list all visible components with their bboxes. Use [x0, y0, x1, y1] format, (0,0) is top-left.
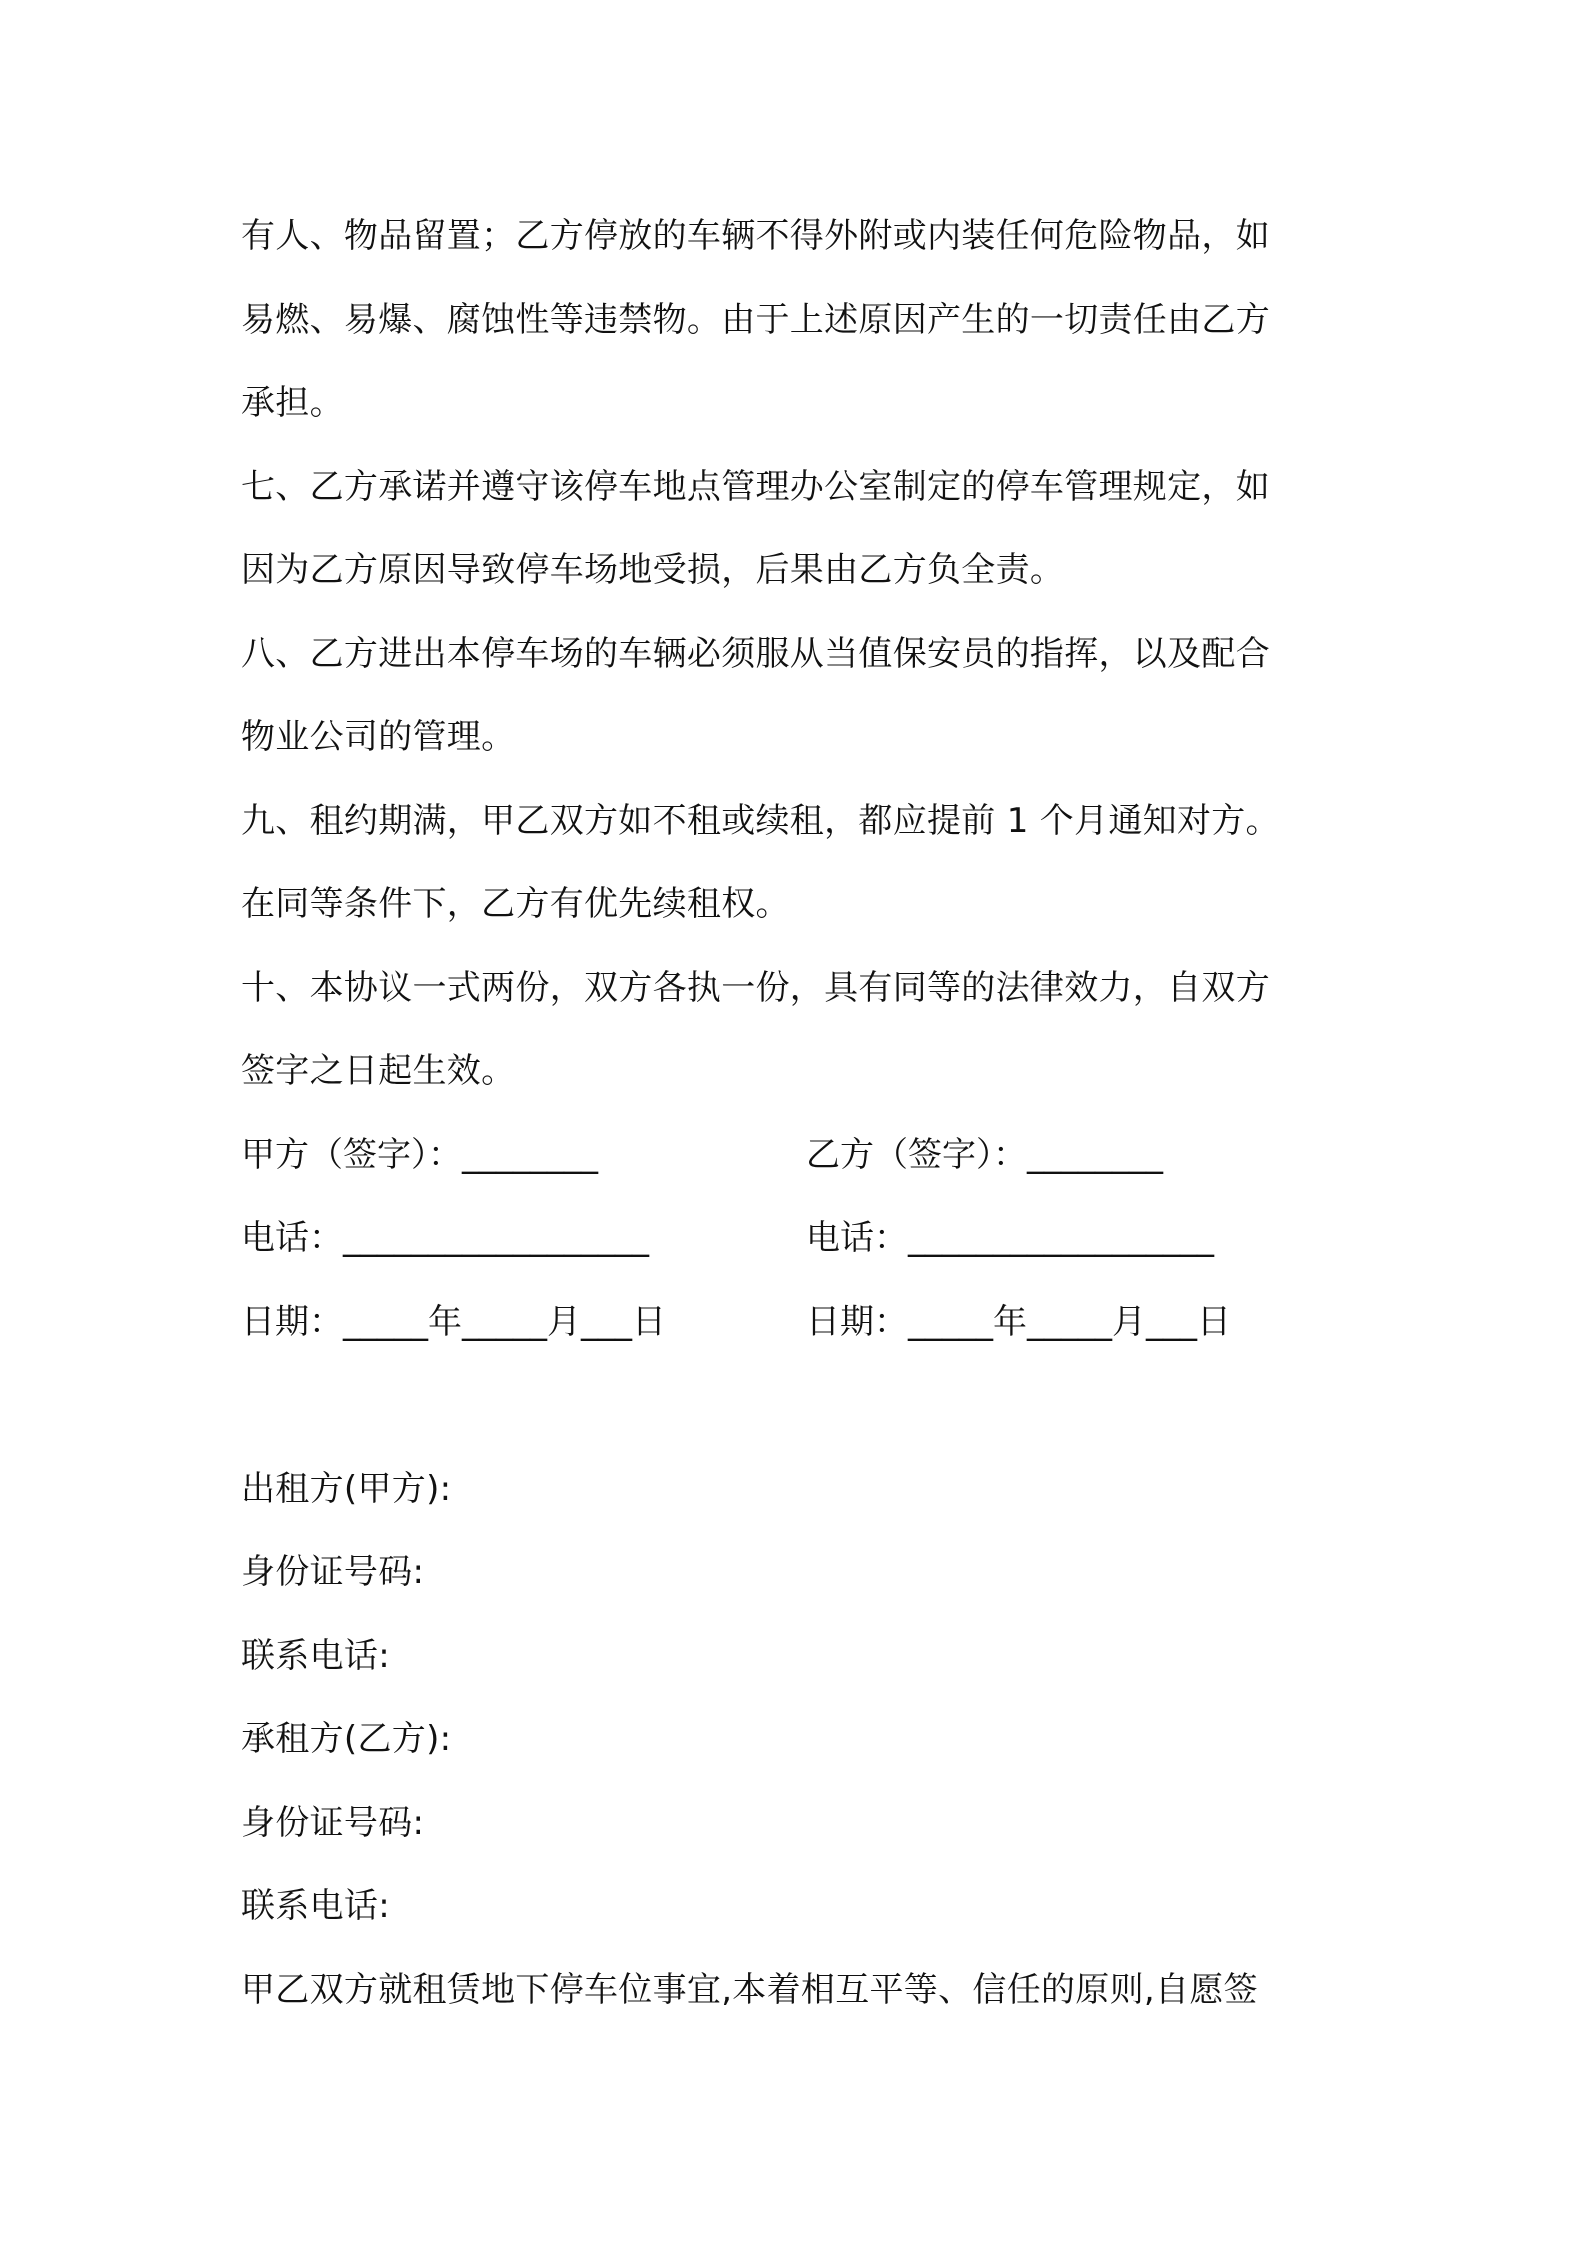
party-b-signature-field: 乙方（签字）：________: [806, 1134, 1163, 1175]
party-a-date-field: 日期：_____年_____月___日: [241, 1301, 666, 1342]
clause-7-line: 七、乙方承诺并遵守该停车地点管理办公室制定的停车管理规定，如: [241, 466, 1270, 507]
clause-9-line: 在同等条件下，乙方有优先续租权。: [241, 884, 790, 924]
lessee-phone-label: 联系电话:: [241, 1886, 390, 1926]
lessee-label: 承租方(乙方):: [241, 1719, 452, 1759]
closing-paragraph-line: 甲乙双方就租赁地下停车位事宜,本着相互平等、信任的原则,自愿签: [241, 1969, 1258, 2010]
party-a-phone-field: 电话：__________________: [241, 1218, 649, 1258]
clause-8-line: 物业公司的管理。: [241, 717, 516, 757]
paragraph-line: 易燃、易爆、腐蚀性等违禁物。由于上述原因产生的一切责任由乙方: [241, 299, 1270, 340]
lessor-id-label: 身份证号码:: [241, 1552, 425, 1592]
clause-9-line: 九、租约期满，甲乙双方如不租或续租，都应提前 1 个月通知对方。: [241, 800, 1280, 841]
signature-row: [241, 1114, 1361, 1198]
document-body: [241, 195, 1361, 2032]
lessee-id-label: 身份证号码:: [241, 1802, 425, 1843]
lessor-label: 出租方(甲方):: [241, 1468, 452, 1509]
party-b-phone-field: 电话：__________________: [806, 1218, 1214, 1258]
paragraph-line: 有人、物品留置；乙方停放的车辆不得外附或内装任何危险物品，如: [241, 216, 1270, 256]
date-row: [241, 1281, 1361, 1365]
clause-8-line: 八、乙方进出本停车场的车辆必须服从当值保安员的指挥，以及配合: [241, 633, 1270, 674]
clause-7-line: 因为乙方原因导致停车场地受损，后果由乙方负全责。: [241, 550, 1065, 590]
lessor-phone-label: 联系电话:: [241, 1635, 390, 1676]
clause-10-line: 十、本协议一式两份，双方各执一份，具有同等的法律效力，自双方: [241, 967, 1270, 1008]
party-b-date-field: 日期：_____年_____月___日: [806, 1301, 1231, 1342]
party-a-signature-field: 甲方（签字）：________: [241, 1134, 598, 1175]
paragraph-line: 承担。: [241, 383, 344, 423]
phone-row: [241, 1197, 1361, 1281]
spacer: [241, 1364, 1361, 1448]
clause-10-line: 签字之日起生效。: [241, 1051, 516, 1091]
